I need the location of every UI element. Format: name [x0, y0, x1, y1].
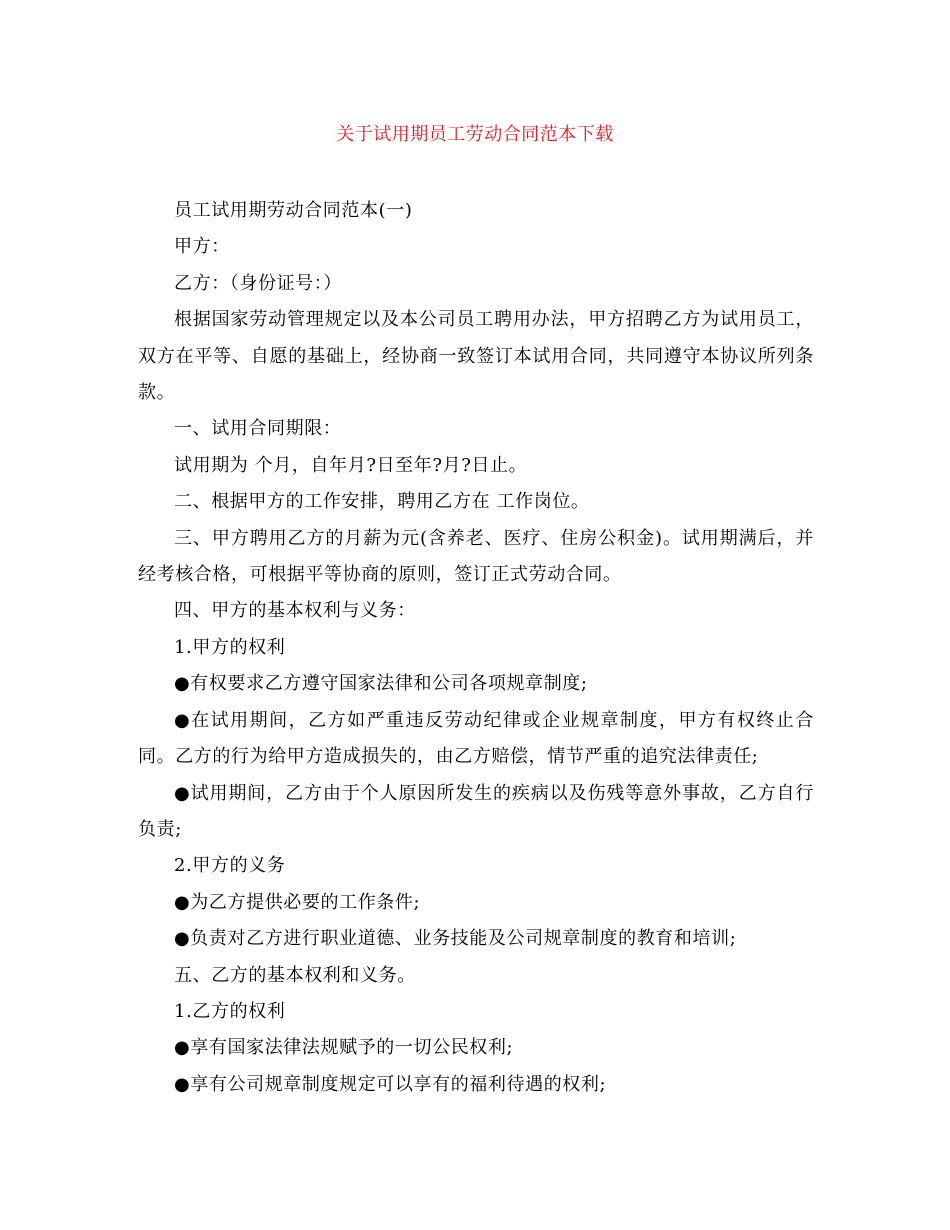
paragraph-party-a-rights-heading: 1.甲方的权利	[174, 636, 286, 658]
paragraph-section-5-heading: 五、乙方的基本权利和义务。	[174, 964, 416, 986]
paragraph-preamble: 根据国家劳动管理规定以及本公司员工聘用办法，甲方招聘乙方为试用员工，双方在平等、自愿的基础上，经协商一致签订本试用合同，共同遵守本协议所列条款。	[138, 309, 814, 404]
list-item: ●在试用期间，乙方如严重违反劳动纪律或企业规章制度，甲方有权终止合同。乙方的行为给甲方造成损失的，由乙方赔偿，情节严重的追究法律责任;	[138, 709, 814, 768]
list-item: ●享有国家法律法规赋予的一切公民权利;	[174, 1037, 514, 1059]
paragraph-party-b-rights-heading: 1.乙方的权利	[174, 1000, 286, 1022]
list-item: ●有权要求乙方遵守国家法律和公司各项规章制度;	[174, 673, 588, 695]
list-item: ●试用期间，乙方由于个人原因所发生的疾病以及伤残等意外事故，乙方自行负责;	[138, 782, 814, 840]
paragraph-party-a: 甲方：	[174, 236, 230, 258]
list-item: ●享有公司规章制度规定可以享有的福利待遇的权利;	[174, 1073, 607, 1095]
document-title: 关于试用期员工劳动合同范本下载	[336, 124, 614, 145]
list-item: ●为乙方提供必要的工作条件;	[174, 891, 421, 913]
paragraph-party-b: 乙方：（身份证号：）	[174, 272, 342, 294]
document-body	[138, 193, 814, 1103]
paragraph-section-3: 三、甲方聘用乙方的月薪为元(含养老、医疗、住房公积金)。试用期满后，并经考核合格，可根据平等协商的原则，签订正式劳动合同。	[138, 527, 814, 586]
paragraph-probation-term: 试用期为 个月，自年月?日至年?月?日止。	[174, 454, 528, 476]
list-item: ●负责对乙方进行职业道德、业务技能及公司规章制度的教育和培训;	[174, 928, 737, 950]
paragraph-section-1-heading: 一、试用合同期限：	[174, 418, 342, 440]
paragraph-section-4-heading: 四、甲方的基本权利与义务：	[174, 600, 416, 622]
paragraph-section-2: 二、根据甲方的工作安排，聘用乙方在 工作岗位。	[174, 491, 590, 513]
paragraph-contract-heading: 员工试用期劳动合同范本(一)	[174, 200, 413, 221]
paragraph-party-a-duties-heading: 2.甲方的义务	[174, 855, 286, 877]
